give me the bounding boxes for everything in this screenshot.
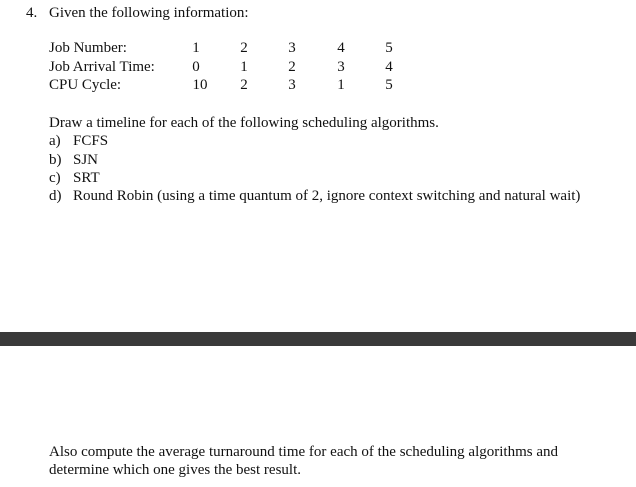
cpu-cycle-cell: 5 (385, 77, 393, 93)
cpu-cycle-cell: 3 (288, 77, 296, 93)
arrival-time-label: Job Arrival Time: (49, 59, 155, 75)
job-number-cell: 3 (288, 40, 296, 56)
footer-paragraph: Also compute the average turnaround time for each of the scheduling algorithms and determine which one gives the best result. (49, 444, 559, 478)
list-item-marker: d) (49, 188, 62, 204)
job-number-cell: 5 (385, 40, 393, 56)
arrival-time-cell: 3 (337, 59, 345, 75)
arrival-time-cell: 1 (240, 59, 248, 75)
list-item-fcfs: FCFS (73, 133, 109, 149)
instruction-text: Draw a timeline for each of the following scheduling algorithms. (49, 115, 439, 131)
page-divider (0, 332, 636, 346)
arrival-time-cell: 0 (192, 59, 200, 75)
job-number-cell: 2 (240, 40, 248, 56)
list-item-srt: SRT (73, 170, 100, 186)
question-number: 4. (26, 5, 38, 21)
question-heading: Given the following information: (49, 5, 249, 21)
job-number-cell: 1 (192, 40, 200, 56)
list-item-marker: b) (49, 152, 62, 168)
job-number-cell: 4 (337, 40, 345, 56)
arrival-time-cell: 2 (288, 59, 296, 75)
cpu-cycle-cell: 10 (192, 77, 208, 93)
job-number-label: Job Number: (49, 40, 127, 56)
arrival-time-cell: 4 (385, 59, 393, 75)
list-item-sjn: SJN (73, 152, 99, 168)
cpu-cycle-label: CPU Cycle: (49, 77, 122, 93)
list-item-marker: a) (49, 133, 61, 149)
list-item-round-robin: Round Robin (using a time quantum of 2, ignore context switching and natural wait) (73, 188, 581, 204)
cpu-cycle-cell: 1 (337, 77, 345, 93)
cpu-cycle-cell: 2 (240, 77, 248, 93)
list-item-marker: c) (49, 170, 61, 186)
